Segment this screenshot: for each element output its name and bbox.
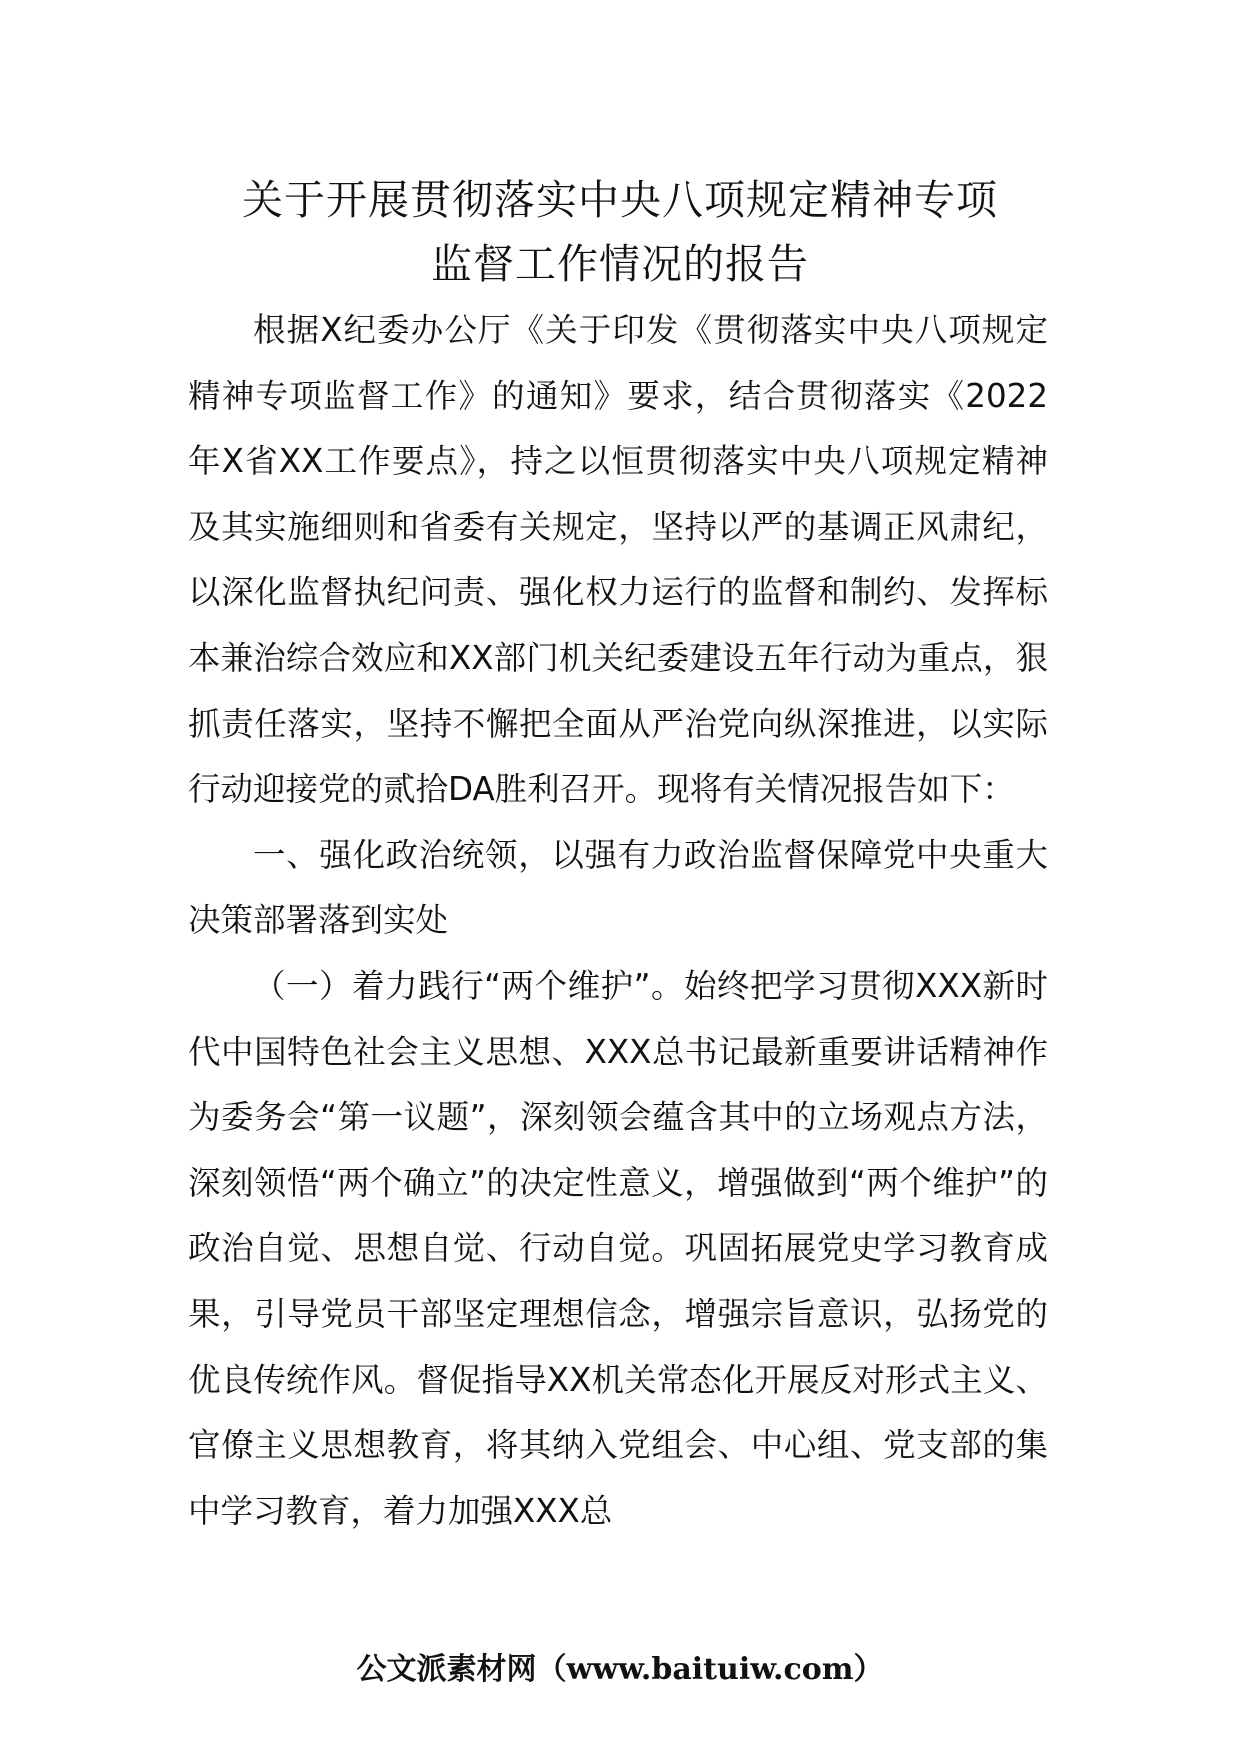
section-heading-1: 一、强化政治统领，以强有力政治监督保障党中央重大决策部署落到实处 bbox=[188, 835, 1048, 940]
footer-watermark: 公文派素材网（www.baituiw.com） bbox=[356, 1652, 884, 1687]
document-title-line-1: 关于开展贯彻落实中央八项规定精神专项 bbox=[242, 176, 998, 224]
body-paragraph-intro: 根据X纪委办公厅《关于印发《贯彻落实中央八项规定精神专项监督工作》的通知》要求，结合贯彻落实《2022年X省XX工作要点》，持之以恒贯彻落实中央八项规定精神及其实施细则和省委有关规定，坚持以严的基调正风肃纪，以深化监督执纪问责、强化权力运行的监督和制约、发挥标本兼治综合效应和XX部门机关纪委建设五年行动为重点，狠抓责任落实，坚持不懈把全面从严治党向纵深推进，以实际行动迎接党的贰拾DA胜利召开。现将有关情况报告如下： bbox=[188, 311, 1048, 809]
body-paragraph-subsection-1: （一）着力践行“两个维护”。始终把学习贯彻XXX新时代中国特色社会主义思想、XXX总书记最新重要讲话精神作为委务会“第一议题”，深刻领会蕴含其中的立场观点方法，深刻领悟“两个确立”的决定性意义，增强做到“两个维护”的政治自觉、思想自觉、行动自觉。巩固拓展党史学习教育成果，引导党员干部坚定理想信念，增强宗旨意识，弘扬党的优良传统作风。督促指导XX机关常态化开展反对形式主义、官僚主义思想教育，将其纳入党组会、中心组、党支部的集中学习教育，着力加强XXX总 bbox=[188, 966, 1048, 1530]
document-body bbox=[188, 298, 1048, 1544]
document-title-line-2: 监督工作情况的报告 bbox=[431, 240, 809, 288]
